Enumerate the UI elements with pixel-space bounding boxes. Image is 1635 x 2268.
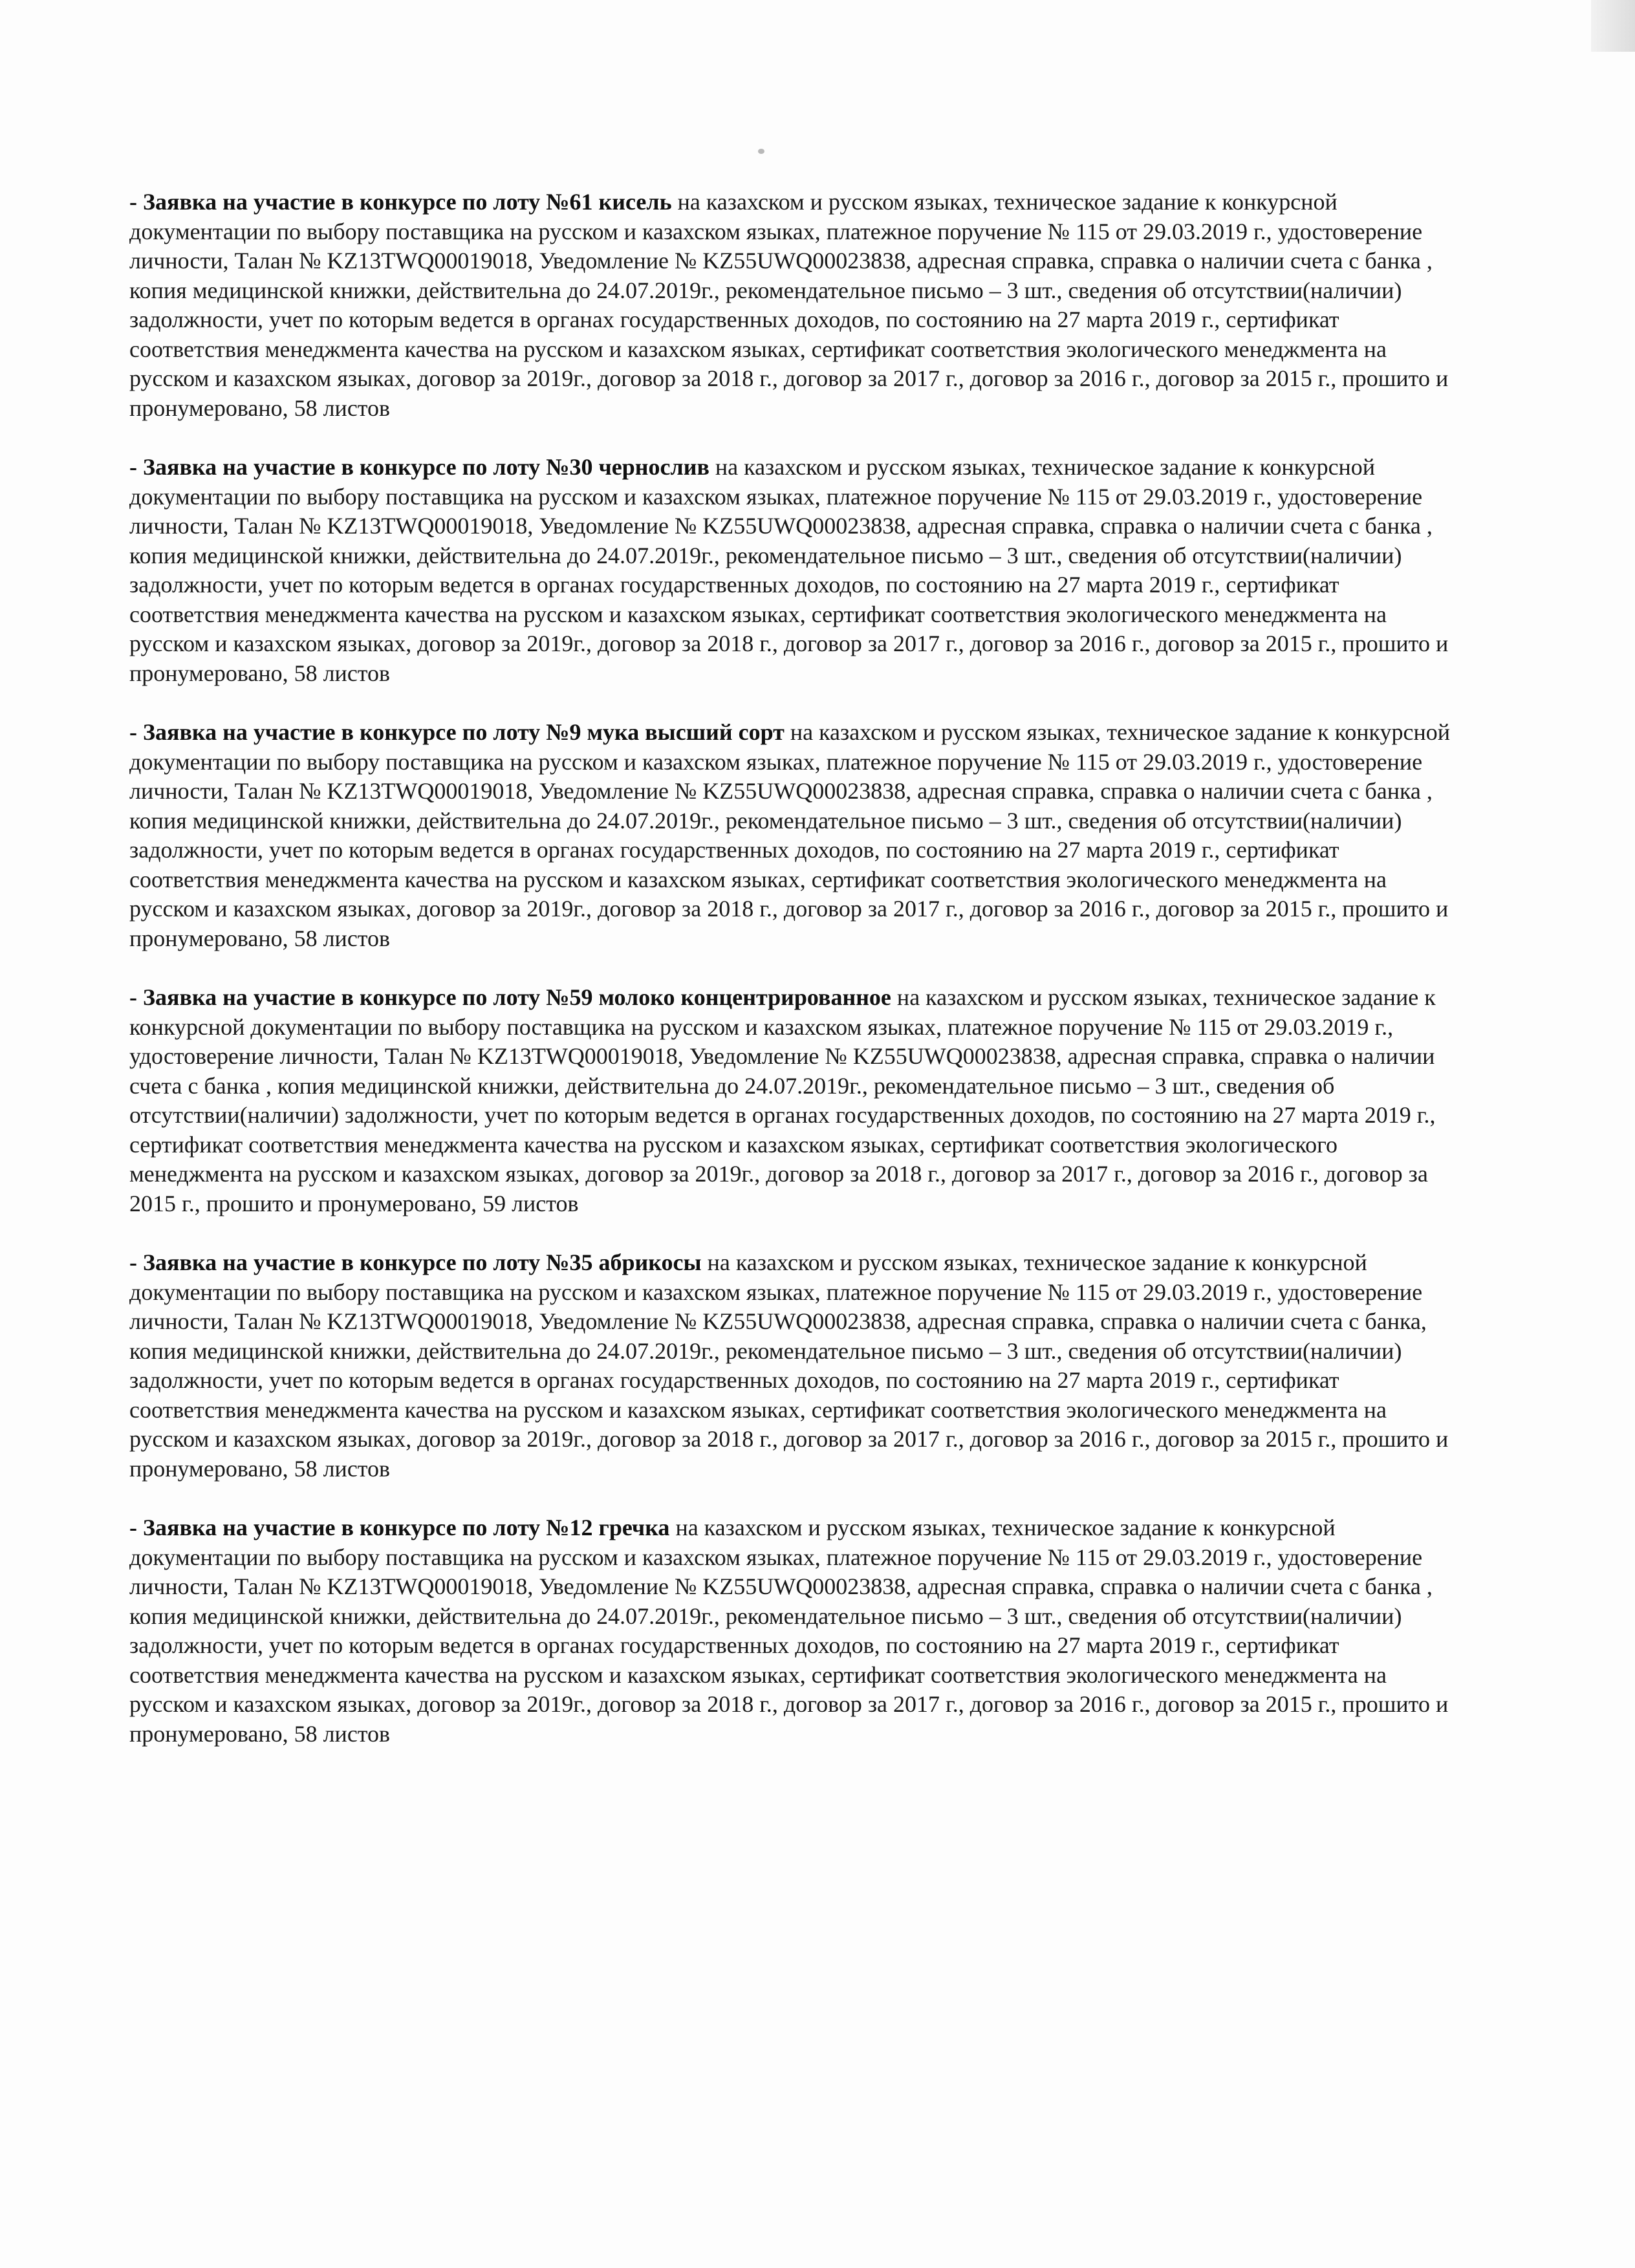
application-entry-lot-35 xyxy=(129,1248,1462,1484)
document-body xyxy=(129,188,1462,1778)
entry-heading: - Заявка на участие в конкурсе по лоту №9 мука высший сорт xyxy=(129,719,785,745)
entry-text: на казахском и русском языках, техническое задание к конкурсной документации по выбору поставщика на русском и казахском языках, платежное поручение № 115 от 29.03.2019 г., удостоверение личности, Талан № KZ13TWQ00019018, Уведомление № KZ55UWQ00023838, адресная справка, справка о наличии счета с банка , копия медицинской книжки, действительна до 24.07.2019г., рекомендательное письмо – 3 шт., сведения об отсутствии(наличии) задолжности, учет по которым ведется в органах государственных доходов, по состоянию на 27 марта 2019 г., сертификат соответствия менеджмента качества на русском и казахском языках, сертификат соответствия экологического менеджмента на русском и казахском языках, договор за 2019г., договор за 2018 г., договор за 2017 г., договор за 2016 г., договор за 2015 г., прошито и пронумеровано, 59 листов xyxy=(129,984,1436,1216)
entry-heading: - Заявка на участие в конкурсе по лоту №12 гречка xyxy=(129,1515,670,1540)
entry-heading: - Заявка на участие в конкурсе по лоту №30 чернослив xyxy=(129,454,709,480)
entry-text: на казахском и русском языках, техническое задание к конкурсной документации по выбору поставщика на русском и казахском языках, платежное поручение № 115 от 29.03.2019 г., удостоверение личности, Талан № KZ13TWQ00019018, Уведомление № KZ55UWQ00023838, адресная справка, справка о наличии счета с банка, копия медицинской книжки, действительна до 24.07.2019г., рекомендательное письмо – 3 шт., сведения об отсутствии(наличии) задолжности, учет по которым ведется в органах государственных доходов, по состоянию на 27 марта 2019 г., сертификат соответствия менеджмента качества на русском и казахском языках, сертификат соответствия экологического менеджмента на русском и казахском языках, договор за 2019г., договор за 2018 г., договор за 2017 г., договор за 2016 г., договор за 2015 г., прошито и пронумеровано, 58 листов xyxy=(129,1249,1449,1482)
entry-text: на казахском и русском языках, техническое задание к конкурсной документации по выбору поставщика на русском и казахском языках, платежное поручение № 115 от 29.03.2019 г., удостоверение личности, Талан № KZ13TWQ00019018, Уведомление № KZ55UWQ00023838, адресная справка, справка о наличии счета с банка , копия медицинской книжки, действительна до 24.07.2019г., рекомендательное письмо – 3 шт., сведения об отсутствии(наличии) задолжности, учет по которым ведется в органах государственных доходов, по состоянию на 27 марта 2019 г., сертификат соответствия менеджмента качества на русском и казахском языках, сертификат соответствия экологического менеджмента на русском и казахском языках, договор за 2019г., договор за 2018 г., договор за 2017 г., договор за 2016 г., договор за 2015 г., прошито и пронумеровано, 58 листов xyxy=(129,454,1449,686)
entry-text: на казахском и русском языках, техническое задание к конкурсной документации по выбору поставщика на русском и казахском языках, платежное поручение № 115 от 29.03.2019 г., удостоверение личности, Талан № KZ13TWQ00019018, Уведомление № KZ55UWQ00023838, адресная справка, справка о наличии счета с банка , копия медицинской книжки, действительна до 24.07.2019г., рекомендательное письмо – 3 шт., сведения об отсутствии(наличии) задолжности, учет по которым ведется в органах государственных доходов, по состоянию на 27 марта 2019 г., сертификат соответствия менеджмента качества на русском и казахском языках, сертификат соответствия экологического менеджмента на русском и казахском языках, договор за 2019г., договор за 2018 г., договор за 2017 г., договор за 2016 г., договор за 2015 г., прошито и пронумеровано, 58 листов xyxy=(129,719,1451,951)
application-entry-lot-12 xyxy=(129,1513,1462,1749)
entry-heading: - Заявка на участие в конкурсе по лоту №61 кисель xyxy=(129,189,672,215)
application-entry-lot-59 xyxy=(129,983,1462,1218)
scan-edge-shadow xyxy=(1591,0,1635,52)
entry-text: на казахском и русском языках, техническое задание к конкурсной документации по выбору поставщика на русском и казахском языках, платежное поручение № 115 от 29.03.2019 г., удостоверение личности, Талан № KZ13TWQ00019018, Уведомление № KZ55UWQ00023838, адресная справка, справка о наличии счета с банка , копия медицинской книжки, действительна до 24.07.2019г., рекомендательное письмо – 3 шт., сведения об отсутствии(наличии) задолжности, учет по которым ведется в органах государственных доходов, по состоянию на 27 марта 2019 г., сертификат соответствия менеджмента качества на русском и казахском языках, сертификат соответствия экологического менеджмента на русском и казахском языках, договор за 2019г., договор за 2018 г., договор за 2017 г., договор за 2016 г., договор за 2015 г., прошито и пронумеровано, 58 листов xyxy=(129,1515,1449,1747)
application-entry-lot-61 xyxy=(129,188,1462,423)
scan-speck xyxy=(758,149,764,154)
entry-text: на казахском и русском языках, техническое задание к конкурсной документации по выбору поставщика на русском и казахском языках, платежное поручение № 115 от 29.03.2019 г., удостоверение личности, Талан № KZ13TWQ00019018, Уведомление № KZ55UWQ00023838, адресная справка, справка о наличии счета с банка , копия медицинской книжки, действительна до 24.07.2019г., рекомендательное письмо – 3 шт., сведения об отсутствии(наличии) задолжности, учет по которым ведется в органах государственных доходов, по состоянию на 27 марта 2019 г., сертификат соответствия менеджмента качества на русском и казахском языках, сертификат соответствия экологического менеджмента на русском и казахском языках, договор за 2019г., договор за 2018 г., договор за 2017 г., договор за 2016 г., договор за 2015 г., прошито и пронумеровано, 58 листов xyxy=(129,189,1449,421)
entry-heading: - Заявка на участие в конкурсе по лоту №59 молоко концентрированное xyxy=(129,984,891,1010)
application-entry-lot-30 xyxy=(129,453,1462,688)
application-entry-lot-9 xyxy=(129,718,1462,953)
entry-heading: - Заявка на участие в конкурсе по лоту №35 абрикосы xyxy=(129,1249,702,1275)
